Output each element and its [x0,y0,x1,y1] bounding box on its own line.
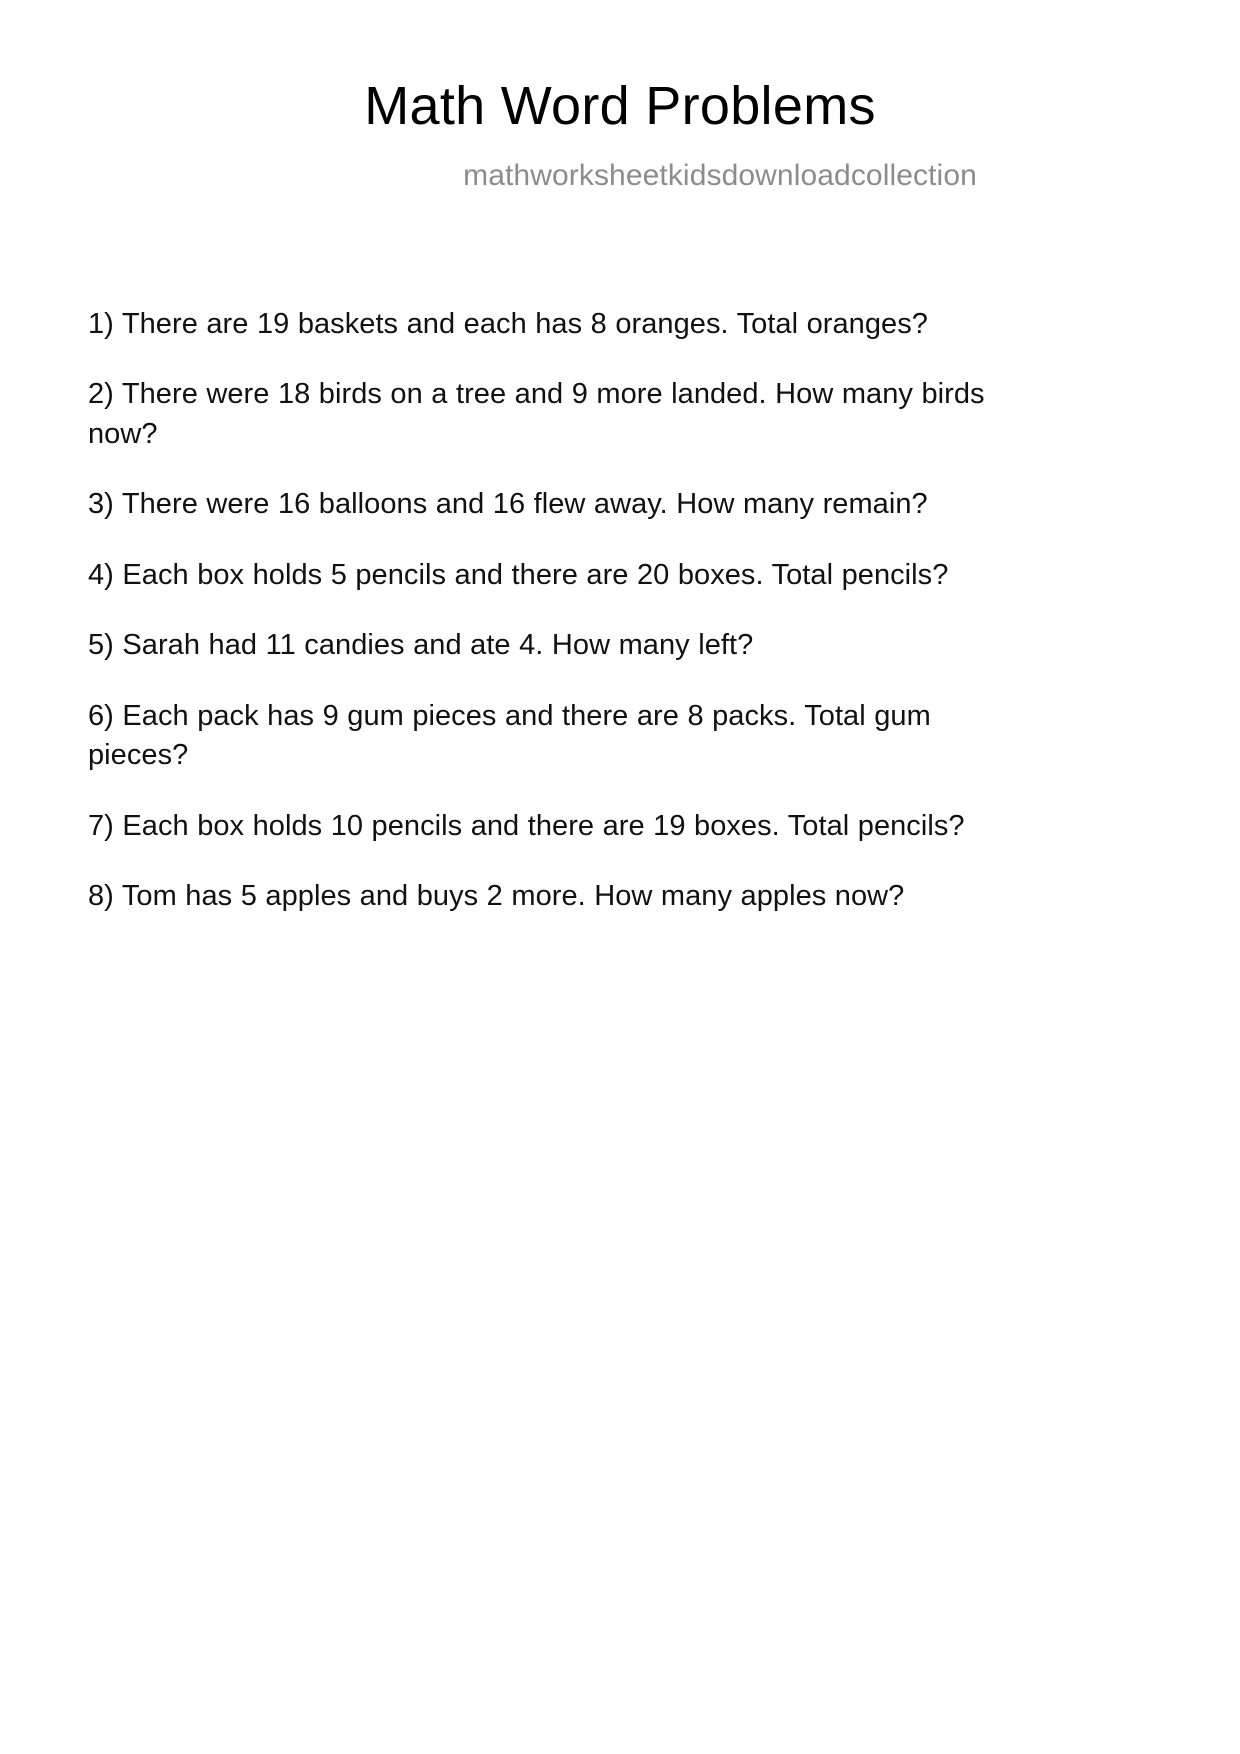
page-subtitle: mathworksheetkidsdownloadcollection [463,158,977,192]
list-item: 5) Sarah had 11 candies and ate 4. How many left? [88,629,754,662]
list-item: 1) There are 19 baskets and each has 8 oranges. Total oranges? [88,308,928,340]
list-item: 7) Each box holds 10 pencils and there are 19 boxes. Total pencils? [88,809,965,842]
list-item: 4) Each box holds 5 pencils and there are 20 boxes. Total pencils? [88,558,949,591]
list-item: 3) There were 16 balloons and 16 flew away. How many remain? [88,488,928,521]
list-item: 8) Tom has 5 apples and buys 2 more. How many apples now? [88,879,905,912]
page-title: Math Word Problems [364,76,876,136]
list-item: 2) There were 18 birds on a tree and 9 more landed. How many birds now? [88,378,985,450]
problem-list [88,305,1018,916]
list-item: 6) Each pack has 9 gum pieces and there are 8 packs. Total gum pieces? [88,699,931,772]
worksheet-header [0,0,1240,192]
